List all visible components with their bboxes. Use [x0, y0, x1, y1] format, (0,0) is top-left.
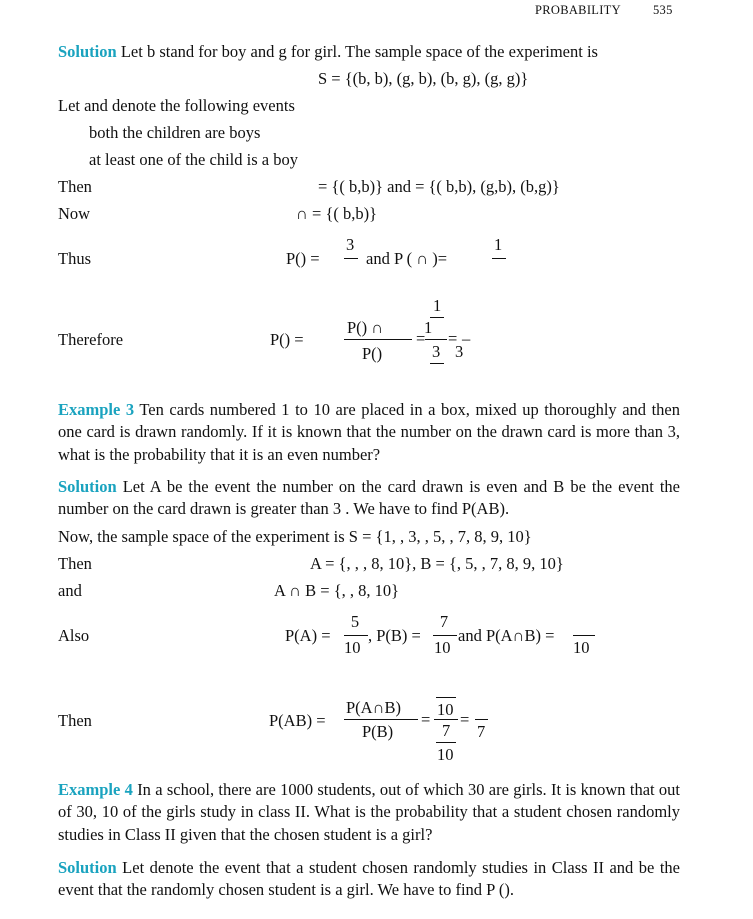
therefore-three-result: 3	[455, 342, 464, 361]
fraction-bar	[433, 635, 457, 636]
solution-label: Solution	[58, 42, 117, 61]
middle-bottom-ten: 10	[437, 745, 454, 764]
thus-middle: and P ( ∩ )=	[366, 249, 448, 268]
prob-a-and-b-denominator: 10	[573, 638, 590, 657]
example-3-text: Ten cards numbered 1 to 10 are placed in a box, mixed up thoroughly and then one card is drawn randomly. If it is known that the number on the drawn card is more than 3, what is the probability that it is an even number?	[58, 400, 680, 464]
fraction-bar	[436, 697, 456, 698]
now-label: Now	[58, 204, 91, 223]
conditional-prob: P(AB) =	[269, 711, 326, 730]
fraction-bar	[344, 339, 412, 340]
therefore-three: 3	[432, 342, 441, 361]
example-label: Example 3	[58, 400, 135, 419]
prob-b: , P(B) =	[368, 626, 421, 645]
thus-label: Thus	[58, 249, 91, 268]
fraction-bar	[573, 635, 595, 636]
therefore-top-one: 1	[433, 296, 442, 315]
prob-a-and-b: and P(A∩B) =	[458, 626, 555, 645]
prob-b-denominator: 10	[434, 638, 451, 657]
solution-3-text: Let A be the event the number on the card drawn is even and B be the event the number on the card drawn is greater than 3 . We have to find P(AB).	[58, 477, 680, 519]
then-label: Then	[58, 554, 92, 573]
therefore-dash: –	[462, 329, 471, 348]
solution-1-text: Let b stand for boy and g for girl. The sample space of the experiment is	[116, 42, 598, 61]
then-label: Then	[58, 711, 92, 730]
now-expression: ∩ = {( b,b)}	[296, 204, 378, 223]
solution-label: Solution	[58, 477, 117, 496]
middle-top-ten: 10	[437, 700, 454, 719]
conditional-equals-1: =	[421, 710, 431, 729]
then-label: Then	[58, 177, 92, 196]
therefore-label: Therefore	[58, 330, 124, 349]
sets-a-b: A = {, , , 8, 10}, B = {, 5, , 7, 8, 9, 10}	[310, 554, 564, 573]
thus-numerator-2: 1	[494, 235, 503, 254]
thus-numerator-1: 3	[346, 235, 355, 254]
conditional-numerator: P(A∩B)	[346, 698, 402, 717]
conditional-denominator: P(B)	[362, 722, 394, 741]
example-4	[58, 779, 680, 846]
also-label: Also	[58, 626, 90, 645]
therefore-denominator: P()	[362, 344, 383, 363]
then-expression: = {( b,b)} and = {( b,b), (g,b), (b,g)}	[318, 177, 560, 196]
and-label: and	[58, 581, 82, 600]
intersection-set: A ∩ B = {, , 8, 10}	[274, 581, 400, 600]
fraction-bar	[344, 719, 418, 720]
conditional-equals-2: =	[460, 710, 470, 729]
solution-3-intro	[58, 476, 680, 521]
result-denominator: 7	[477, 722, 486, 741]
therefore-equals-1: =	[416, 329, 426, 348]
therefore-equals-2: =	[448, 329, 458, 348]
event-b-description: at least one of the child is a boy	[89, 150, 298, 169]
fraction-bar	[430, 363, 444, 364]
let-events-line: Let and denote the following events	[58, 96, 295, 115]
prob-a: P(A) =	[285, 626, 331, 645]
solution-4-text: Let denote the event that a student chosen randomly studies in Class II and be the event that the randomly chosen student is a girl. We have to find P ().	[58, 858, 680, 900]
middle-seven: 7	[442, 721, 451, 740]
example-label: Example 4	[58, 780, 133, 799]
example-4-text: In a school, there are 1000 students, out of which 30 are girls. It is known that out of 30, 10 of the girls study in class II. What is the probability that a student chosen randomly studies in Class II given that the chosen student is a girl?	[58, 780, 680, 844]
fraction-bar	[436, 742, 456, 743]
page-number: 535	[653, 3, 673, 17]
fraction-bar	[492, 258, 506, 259]
fraction-bar	[344, 258, 358, 259]
prob-b-numerator: 7	[439, 612, 449, 631]
prob-a-numerator: 5	[350, 612, 360, 631]
solution-4	[58, 857, 680, 902]
fraction-bar	[434, 719, 458, 720]
running-header-title: PROBABILITY	[535, 3, 621, 17]
solution-1-intro	[58, 41, 680, 63]
fraction-bar	[425, 339, 447, 340]
therefore-numerator: P() ∩	[347, 318, 384, 337]
example-3	[58, 399, 680, 466]
sample-space-3: Now, the sample space of the experiment is S = {1, , 3, , 5, , 7, 8, 9, 10}	[58, 527, 532, 546]
therefore-prob: P() =	[270, 330, 304, 349]
sample-space-1: S = {(b, b), (g, b), (b, g), (g, g)}	[318, 69, 529, 88]
prob-a-denominator: 10	[344, 638, 361, 657]
fraction-bar	[344, 635, 368, 636]
therefore-one: 1	[424, 318, 433, 337]
solution-label: Solution	[58, 858, 117, 877]
event-a-description: both the children are boys	[89, 123, 261, 142]
thus-prob: P() =	[286, 249, 320, 268]
fraction-bar	[475, 719, 488, 720]
